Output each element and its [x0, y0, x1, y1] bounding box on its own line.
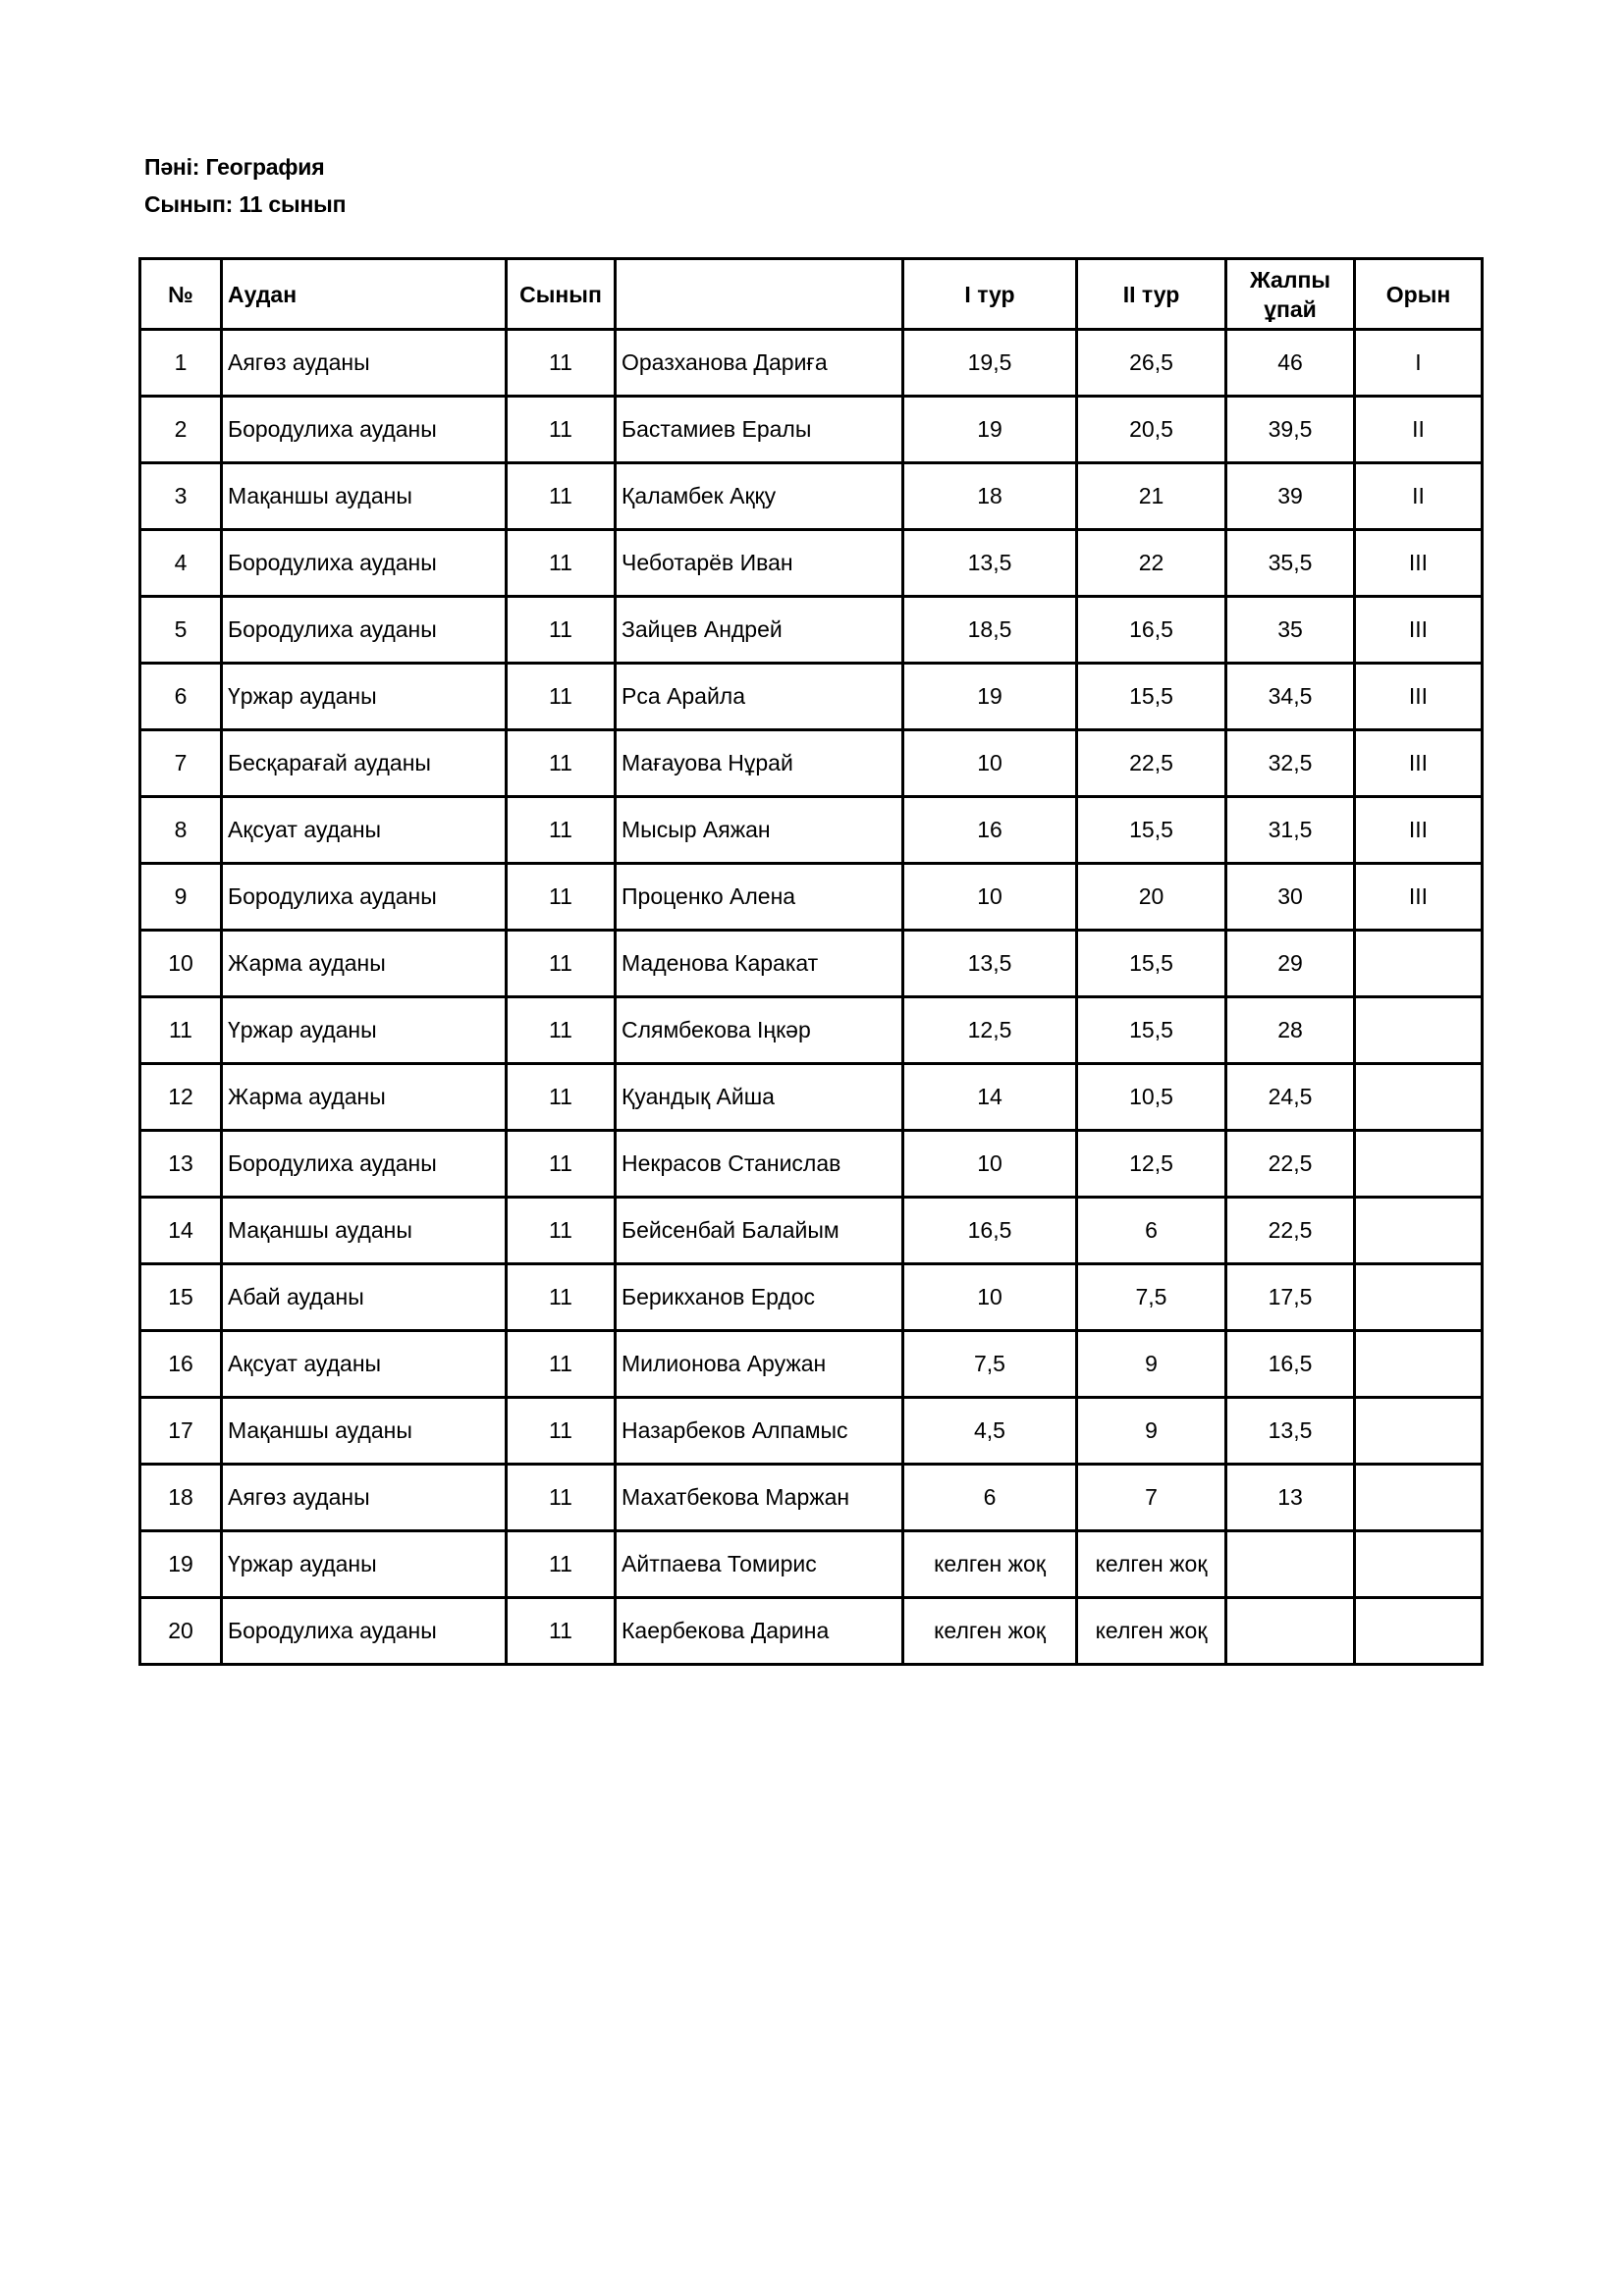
row-number: 7 — [140, 730, 222, 797]
place-cell: III — [1355, 730, 1483, 797]
round1-score: 4,5 — [903, 1398, 1077, 1465]
district-cell: Үржар ауданы — [222, 664, 507, 730]
round1-score: 10 — [903, 730, 1077, 797]
table-row — [140, 1465, 1483, 1531]
place-cell: III — [1355, 664, 1483, 730]
round2-score: 15,5 — [1077, 797, 1226, 864]
total-score: 17,5 — [1226, 1264, 1355, 1331]
round2-score: 26,5 — [1077, 330, 1226, 397]
table-row — [140, 597, 1483, 664]
round2-score: 15,5 — [1077, 997, 1226, 1064]
place-cell — [1355, 1264, 1483, 1331]
round1-score: 18 — [903, 463, 1077, 530]
district-cell: Бесқарағай ауданы — [222, 730, 507, 797]
student-name: Берикханов Ердос — [616, 1264, 903, 1331]
total-score: 28 — [1226, 997, 1355, 1064]
round2-score: 9 — [1077, 1331, 1226, 1398]
student-name: Айтпаева Томирис — [616, 1531, 903, 1598]
table-row — [140, 463, 1483, 530]
total-score: 30 — [1226, 864, 1355, 931]
student-name: Қаламбек Аққу — [616, 463, 903, 530]
district-cell: Аягөз ауданы — [222, 1465, 507, 1531]
table-row — [140, 530, 1483, 597]
place-cell — [1355, 1331, 1483, 1398]
district-cell: Абай ауданы — [222, 1264, 507, 1331]
grade-cell: 11 — [507, 997, 616, 1064]
student-name: Милионова Аружан — [616, 1331, 903, 1398]
total-score: 35 — [1226, 597, 1355, 664]
round2-score: 7,5 — [1077, 1264, 1226, 1331]
grade-cell: 11 — [507, 1131, 616, 1198]
round1-score: келген жоқ — [903, 1598, 1077, 1665]
subject-heading: Пәні: География — [144, 154, 325, 180]
row-number: 2 — [140, 397, 222, 463]
place-cell: I — [1355, 330, 1483, 397]
grade-cell: 11 — [507, 664, 616, 730]
round2-score: 12,5 — [1077, 1131, 1226, 1198]
round1-score: 14 — [903, 1064, 1077, 1131]
student-name: Мағауова Нұрай — [616, 730, 903, 797]
table-row — [140, 997, 1483, 1064]
table-row — [140, 864, 1483, 931]
row-number: 18 — [140, 1465, 222, 1531]
grade-cell: 11 — [507, 597, 616, 664]
student-name: Бастамиев Ералы — [616, 397, 903, 463]
table-row — [140, 1198, 1483, 1264]
student-name: Махатбекова Маржан — [616, 1465, 903, 1531]
total-score: 16,5 — [1226, 1331, 1355, 1398]
grade-cell: 11 — [507, 1398, 616, 1465]
grade-cell: 11 — [507, 463, 616, 530]
district-cell: Мақаншы ауданы — [222, 1398, 507, 1465]
student-name: Зайцев Андрей — [616, 597, 903, 664]
total-score: 34,5 — [1226, 664, 1355, 730]
total-score: 35,5 — [1226, 530, 1355, 597]
round1-score: 13,5 — [903, 931, 1077, 997]
district-cell: Бородулиха ауданы — [222, 397, 507, 463]
place-cell: III — [1355, 597, 1483, 664]
round2-score: 15,5 — [1077, 664, 1226, 730]
row-number: 17 — [140, 1398, 222, 1465]
round1-score: 7,5 — [903, 1331, 1077, 1398]
student-name: Оразханова Дариға — [616, 330, 903, 397]
row-number: 3 — [140, 463, 222, 530]
table-row — [140, 1331, 1483, 1398]
place-cell — [1355, 1598, 1483, 1665]
table-row — [140, 664, 1483, 730]
grade-cell: 11 — [507, 1331, 616, 1398]
table-row — [140, 1531, 1483, 1598]
district-cell: Үржар ауданы — [222, 1531, 507, 1598]
district-cell: Жарма ауданы — [222, 931, 507, 997]
grade-cell: 11 — [507, 931, 616, 997]
round2-score: 20,5 — [1077, 397, 1226, 463]
round2-score: 20 — [1077, 864, 1226, 931]
total-score — [1226, 1531, 1355, 1598]
round1-score: 16,5 — [903, 1198, 1077, 1264]
round1-score: 19 — [903, 397, 1077, 463]
student-name: Проценко Алена — [616, 864, 903, 931]
row-number: 20 — [140, 1598, 222, 1665]
table-row — [140, 797, 1483, 864]
total-score: 39,5 — [1226, 397, 1355, 463]
place-cell — [1355, 1465, 1483, 1531]
table-header-row — [140, 259, 1483, 330]
table-row — [140, 1131, 1483, 1198]
total-score: 31,5 — [1226, 797, 1355, 864]
grade-cell: 11 — [507, 1064, 616, 1131]
student-name: Бейсенбай Балайым — [616, 1198, 903, 1264]
round2-score: 21 — [1077, 463, 1226, 530]
total-score — [1226, 1598, 1355, 1665]
student-name: Назарбеков Алпамыс — [616, 1398, 903, 1465]
total-score: 22,5 — [1226, 1198, 1355, 1264]
district-cell: Бородулиха ауданы — [222, 530, 507, 597]
student-name: Каербекова Дарина — [616, 1598, 903, 1665]
table-row — [140, 1598, 1483, 1665]
student-name: Чеботарёв Иван — [616, 530, 903, 597]
place-cell — [1355, 1398, 1483, 1465]
grade-cell: 11 — [507, 1264, 616, 1331]
place-cell: III — [1355, 864, 1483, 931]
place-cell — [1355, 1198, 1483, 1264]
total-score: 39 — [1226, 463, 1355, 530]
district-cell: Мақаншы ауданы — [222, 1198, 507, 1264]
row-number: 5 — [140, 597, 222, 664]
total-score: 13,5 — [1226, 1398, 1355, 1465]
table-row — [140, 1398, 1483, 1465]
row-number: 1 — [140, 330, 222, 397]
place-cell: III — [1355, 797, 1483, 864]
place-cell — [1355, 1064, 1483, 1131]
round1-score: 18,5 — [903, 597, 1077, 664]
grade-cell: 11 — [507, 1198, 616, 1264]
round2-score: 22 — [1077, 530, 1226, 597]
grade-cell: 11 — [507, 1598, 616, 1665]
round2-score: 6 — [1077, 1198, 1226, 1264]
header-number: № — [140, 259, 222, 330]
district-cell: Бородулиха ауданы — [222, 1131, 507, 1198]
header-place: Орын — [1355, 259, 1483, 330]
header-name — [616, 259, 903, 330]
total-score: 32,5 — [1226, 730, 1355, 797]
district-cell: Жарма ауданы — [222, 1064, 507, 1131]
round1-score: 6 — [903, 1465, 1077, 1531]
round1-score: 16 — [903, 797, 1077, 864]
row-number: 10 — [140, 931, 222, 997]
row-number: 6 — [140, 664, 222, 730]
header-grade: Сынып — [507, 259, 616, 330]
place-cell — [1355, 931, 1483, 997]
grade-cell: 11 — [507, 330, 616, 397]
student-name: Рса Арайла — [616, 664, 903, 730]
grade-heading: Сынып: 11 сынып — [144, 191, 347, 217]
place-cell: III — [1355, 530, 1483, 597]
district-cell: Аягөз ауданы — [222, 330, 507, 397]
results-table — [138, 257, 1484, 1666]
header-round2: II тур — [1077, 259, 1226, 330]
round2-score: 22,5 — [1077, 730, 1226, 797]
table-row — [140, 1064, 1483, 1131]
total-score: 22,5 — [1226, 1131, 1355, 1198]
row-number: 14 — [140, 1198, 222, 1264]
grade-cell: 11 — [507, 530, 616, 597]
total-score: 29 — [1226, 931, 1355, 997]
student-name: Маденова Каракат — [616, 931, 903, 997]
round1-score: 19,5 — [903, 330, 1077, 397]
round2-score: 9 — [1077, 1398, 1226, 1465]
row-number: 8 — [140, 797, 222, 864]
total-score: 24,5 — [1226, 1064, 1355, 1131]
place-cell — [1355, 1131, 1483, 1198]
round1-score: 10 — [903, 864, 1077, 931]
district-cell: Үржар ауданы — [222, 997, 507, 1064]
district-cell: Бородулиха ауданы — [222, 864, 507, 931]
student-name: Мысыр Аяжан — [616, 797, 903, 864]
district-cell: Ақсуат ауданы — [222, 1331, 507, 1398]
grade-cell: 11 — [507, 864, 616, 931]
district-cell: Ақсуат ауданы — [222, 797, 507, 864]
row-number: 19 — [140, 1531, 222, 1598]
row-number: 15 — [140, 1264, 222, 1331]
row-number: 12 — [140, 1064, 222, 1131]
header-district: Аудан — [222, 259, 507, 330]
place-cell — [1355, 997, 1483, 1064]
round1-score: 12,5 — [903, 997, 1077, 1064]
district-cell: Бородулиха ауданы — [222, 597, 507, 664]
table-row — [140, 931, 1483, 997]
round2-score: 16,5 — [1077, 597, 1226, 664]
table-row — [140, 397, 1483, 463]
total-score: 13 — [1226, 1465, 1355, 1531]
row-number: 13 — [140, 1131, 222, 1198]
grade-cell: 11 — [507, 1531, 616, 1598]
district-cell: Мақаншы ауданы — [222, 463, 507, 530]
grade-cell: 11 — [507, 397, 616, 463]
grade-cell: 11 — [507, 730, 616, 797]
round2-score: келген жоқ — [1077, 1598, 1226, 1665]
round1-score: 10 — [903, 1131, 1077, 1198]
place-cell — [1355, 1531, 1483, 1598]
place-cell: II — [1355, 397, 1483, 463]
round1-score: 19 — [903, 664, 1077, 730]
table-row — [140, 730, 1483, 797]
total-score: 46 — [1226, 330, 1355, 397]
round1-score: 13,5 — [903, 530, 1077, 597]
round1-score: келген жоқ — [903, 1531, 1077, 1598]
row-number: 16 — [140, 1331, 222, 1398]
district-cell: Бородулиха ауданы — [222, 1598, 507, 1665]
round2-score: 10,5 — [1077, 1064, 1226, 1131]
table-row — [140, 330, 1483, 397]
header-total: Жалпы ұпай — [1226, 259, 1355, 330]
round1-score: 10 — [903, 1264, 1077, 1331]
header-round1: I тур — [903, 259, 1077, 330]
table-row — [140, 1264, 1483, 1331]
grade-cell: 11 — [507, 1465, 616, 1531]
round2-score: келген жоқ — [1077, 1531, 1226, 1598]
student-name: Слямбекова Іңкәр — [616, 997, 903, 1064]
row-number: 4 — [140, 530, 222, 597]
grade-cell: 11 — [507, 797, 616, 864]
student-name: Қуандық Айша — [616, 1064, 903, 1131]
round2-score: 7 — [1077, 1465, 1226, 1531]
place-cell: II — [1355, 463, 1483, 530]
student-name: Некрасов Станислав — [616, 1131, 903, 1198]
row-number: 11 — [140, 997, 222, 1064]
round2-score: 15,5 — [1077, 931, 1226, 997]
row-number: 9 — [140, 864, 222, 931]
